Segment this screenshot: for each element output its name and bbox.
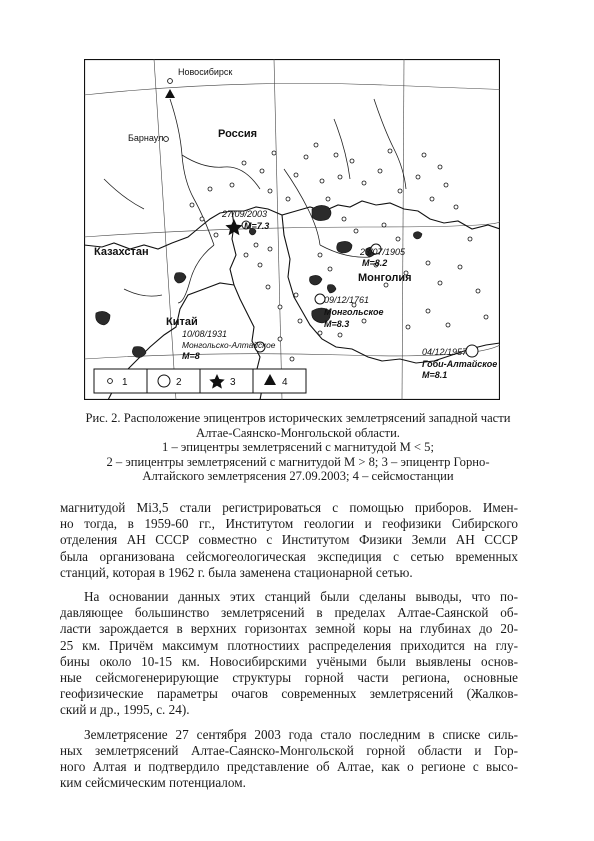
event-1905-date: 23/07/1905 <box>360 247 406 257</box>
text-line: На основании данных этих станций были сделаны выводы, что по- <box>84 589 518 605</box>
country-label-russia: Россия <box>218 128 258 140</box>
city-barnaul-marker <box>164 137 169 142</box>
text-line: давляющее большинство землетрясений в пределах Алтае-Саянской об- <box>60 605 518 621</box>
event-1905-mag: M=8.2 <box>362 258 388 268</box>
paragraph-1 <box>60 500 518 581</box>
legend-label-3: 3 <box>230 377 236 388</box>
text-line: отделения АН СССР совместно с Институтом Физики Земли АН СССР <box>60 532 518 548</box>
country-label-kazakhstan: Казахстан <box>94 246 149 258</box>
text-line: ласти зарождается в верхних горизонтах земной коры на глубинах до 20- <box>60 621 518 637</box>
text-line: но тогда, в 1959-60 гг., Институтом геологии и геофизики Сибирского <box>60 516 518 532</box>
event-2003-mag: M=7.3 <box>244 221 270 231</box>
event-1761-mag: M=8.3 <box>324 319 350 329</box>
text-line: ного Алтая и подтвердило представление об Алтае, как о регионе с высо- <box>60 759 518 775</box>
event-1931-name: Монгольско-Алтайское <box>182 340 276 350</box>
text-line: 25 км. Причём максимум плотностиих распределения приходится на глу- <box>60 637 518 653</box>
seismic-map-figure <box>84 59 500 400</box>
text-line: магнитудой Мі3,5 стали регистрироваться с помощью приборов. Имен- <box>60 500 518 515</box>
text-line: ский и др., 1995, с. 24). <box>60 702 190 718</box>
caption-line: 1 – эпицентры землетрясений с магнитудой М < 5; <box>162 440 434 455</box>
paragraph-2 <box>60 589 518 719</box>
map-svg <box>84 59 500 400</box>
map-legend <box>94 369 306 393</box>
country-label-mongolia: Монголия <box>358 272 412 284</box>
legend-large-circle-icon <box>158 375 170 387</box>
event-1957-mag: M=8.1 <box>422 370 448 380</box>
figure-caption <box>60 411 536 484</box>
caption-line: Алтайского землетрясения 27.09.2003; 4 – сейсмостанции <box>142 469 454 484</box>
text-line: ким сейсмическим потенциалом. <box>60 775 246 791</box>
event-1931-date: 10/08/1931 <box>182 329 228 339</box>
city-label-barnaul: Барнаул <box>128 133 164 143</box>
caption-line: Алтае-Саянско-Монгольской области. <box>196 425 400 440</box>
city-label-novosibirsk: Новосибирск <box>178 67 233 77</box>
text-line: геофизические параметры очагов современных землетрясений (Жалков- <box>60 686 518 702</box>
text-line: станций, которая в 1962 г. была заменена стационарной сетью. <box>60 564 413 580</box>
caption-line: 2 – эпицентры землетрясений с магнитудой М > 8; 3 – эпицентр Горно- <box>106 454 490 469</box>
text-line: Землетрясение 27 сентября 2003 года стало последним в списке силь- <box>84 726 518 742</box>
event-1761-date: 09/12/1761 <box>324 295 370 305</box>
legend-label-2: 2 <box>176 377 182 388</box>
caption-line: Рис. 2. Расположение эпицентров исторических землетрясений западной части <box>85 411 511 425</box>
event-1931-mag: M=8 <box>182 351 200 361</box>
city-novosibirsk-marker <box>168 79 173 84</box>
legend-small-circle-icon <box>108 379 113 384</box>
country-label-china: Китай <box>166 316 198 328</box>
text-line: ные сейсмогенерирующие структуры горной части региона, основные <box>60 670 518 686</box>
event-1957-date: 04/12/1957 <box>422 347 468 357</box>
event-1957-name: Гоби-Алтайское <box>422 359 498 369</box>
paragraph-3 <box>60 727 518 792</box>
event-2003-date: 27/09/2003 <box>222 209 268 219</box>
text-line: бины около 10-15 км. Новосибирскими учёными были выявлены основ- <box>60 653 518 669</box>
text-line: была организована сейсмогеологическая экспедиция с сетью временных <box>60 548 518 564</box>
legend-label-1: 1 <box>122 377 128 388</box>
body-text <box>60 500 518 791</box>
text-line: ных землетрясений Алтае-Саянско-Монгольской горной области и Гор- <box>60 742 518 758</box>
event-1761-name: Монгольское <box>324 307 384 317</box>
legend-label-4: 4 <box>282 377 288 388</box>
